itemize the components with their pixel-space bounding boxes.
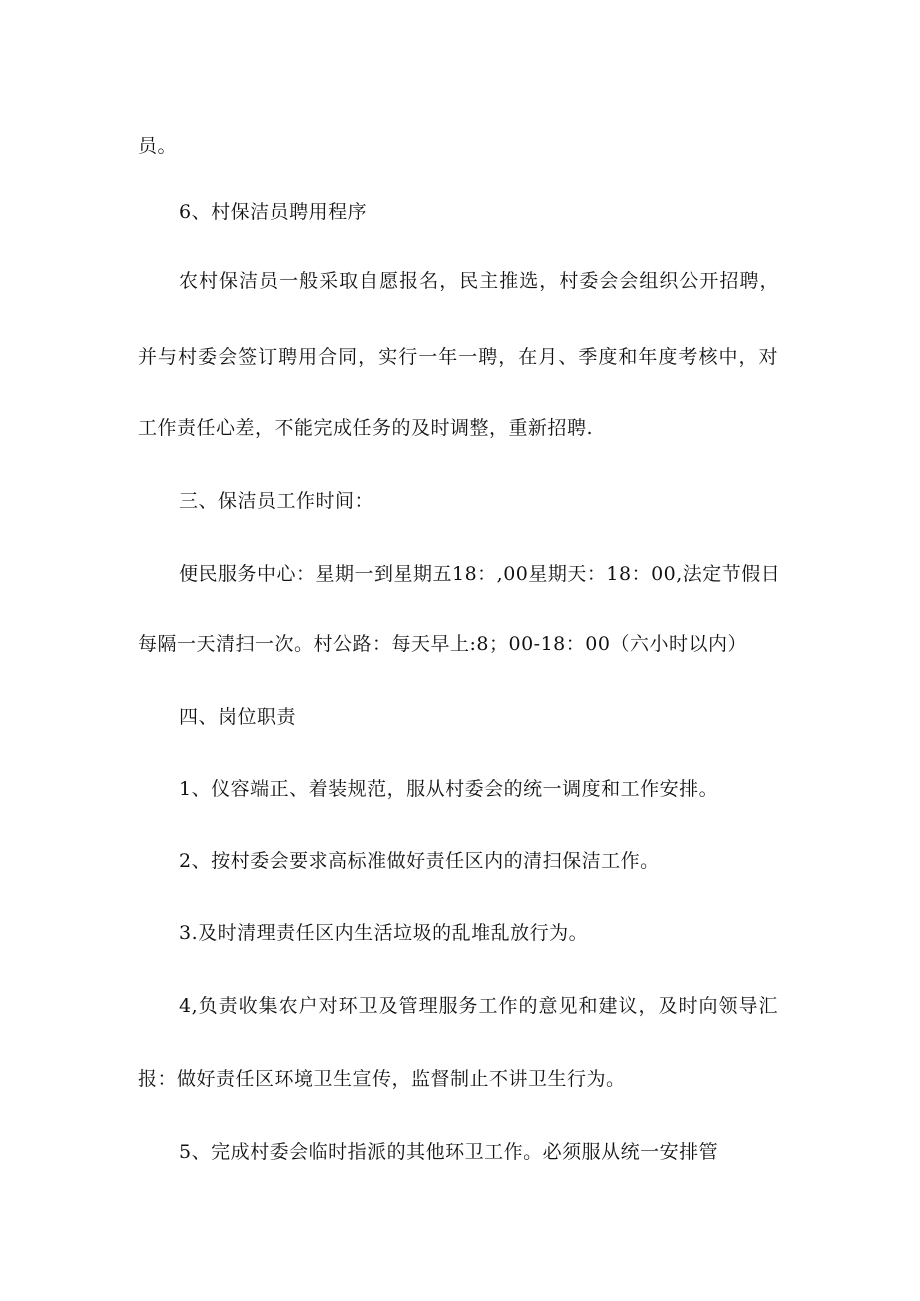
list-item: 1、仪容端正、着装规范，服从村委会的统一调度和工作安排。 [179, 778, 719, 800]
section-heading: 四、岗位职责 [179, 706, 297, 728]
list-item: 5、完成村委会临时指派的其他环卫工作。必须服从统一安排管 [179, 1141, 719, 1163]
paragraph-line: 农村保洁员一般采取自愿报名，民主推选，村委会会组织公开招聘， [179, 270, 779, 292]
paragraph-line: 员。 [138, 135, 178, 157]
paragraph-line: 并与村委会签订聘用合同，实行一年一聘，在月、季度和年度考核中，对 [138, 346, 778, 368]
paragraph-line: 每隔一天清扫一次。村公路：每天早上:8；00-18：00（六小时以内） [138, 633, 747, 655]
section-heading: 6、村保洁员聘用程序 [179, 201, 368, 223]
list-item: 2、按村委会要求高标准做好责任区内的清扫保洁工作。 [179, 850, 660, 872]
list-item: 3.及时清理责任区内生活垃圾的乱堆乱放行为。 [179, 922, 589, 944]
paragraph-line: 报：做好责任区环境卫生宣传，监督制止不讲卫生行为。 [138, 1068, 626, 1090]
paragraph-line: 便民服务中心：星期一到星期五18：,00星期天：18：00,法定节假日 [179, 563, 781, 585]
paragraph-line: 工作责任心差，不能完成任务的及时调整，重新招聘. [138, 417, 594, 439]
section-heading: 三、保洁员工作时间： [179, 490, 375, 512]
list-item: 4,负责收集农户对环卫及管理服务工作的意见和建议，及时向领导汇 [179, 995, 778, 1017]
